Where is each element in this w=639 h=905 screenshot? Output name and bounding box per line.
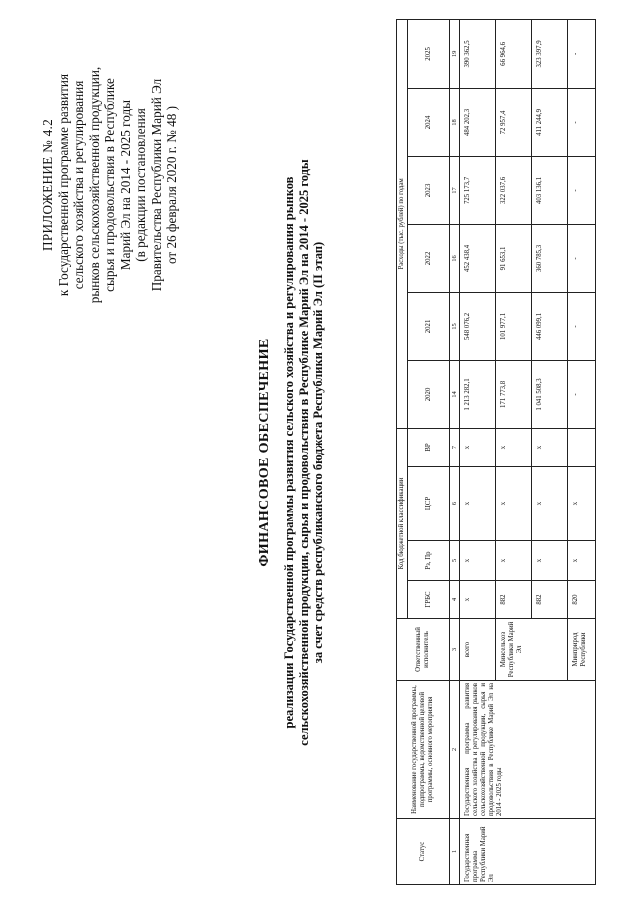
year-value-cell: 101 977,1: [496, 292, 532, 360]
column-number: 6: [450, 467, 460, 541]
column-number: 17: [450, 156, 460, 224]
col-name-header: Наименование государственной программы, подпрограммы, ведомственной целевой программы, основного мероприятия: [397, 681, 450, 819]
year-value-cell: 452 438,4: [460, 224, 496, 292]
program-name-cell: Государственная программа развития сельского хозяйства и регулирования рынков сельскохозяйственной продукции, сырья и продовольствия в Республике Марий Эл на 2014 - 2025 годы: [460, 681, 596, 819]
appendix-title: ПРИЛОЖЕНИЕ № 4.2: [40, 119, 55, 251]
column-number: 18: [450, 88, 460, 156]
document-title: ФИНАНСОВОЕ ОБЕСПЕЧЕНИЕ: [257, 338, 272, 567]
subtitle-line: реализации Государственной программы развития сельского хозяйства и регулирования рынков: [282, 176, 296, 729]
year-value-cell: 548 076,2: [460, 292, 496, 360]
year-value-cell: 725 173,7: [460, 156, 496, 224]
year-value-cell: -: [568, 19, 596, 88]
column-number-row: [450, 19, 460, 884]
table-row: [460, 19, 496, 884]
appendix-line: к Государственной программе развития: [55, 73, 71, 297]
year-value-cell: -: [568, 224, 596, 292]
grbs-cell: 882: [496, 581, 532, 619]
column-number: 1: [450, 819, 460, 885]
year-value-cell: 1 041 508,3: [532, 360, 568, 428]
vr-cell: х: [532, 428, 568, 466]
year-value-cell: -: [568, 156, 596, 224]
executor-cell: всего: [460, 619, 496, 681]
year-value-cell: 360 785,3: [532, 224, 568, 292]
year-value-cell: 411 244,9: [532, 88, 568, 156]
col-year-header: 2020: [408, 360, 450, 428]
year-value-cell: 91 653,1: [496, 224, 532, 292]
appendix-line: Правительства Республики Марий Эл: [148, 78, 164, 292]
appendix-line: Марий Эл на 2014 - 2025 годы: [117, 99, 133, 271]
year-value-cell: 403 136,1: [532, 156, 568, 224]
year-value-cell: 322 037,6: [496, 156, 532, 224]
rzpr-cell: х: [460, 541, 496, 581]
csr-cell: х: [568, 467, 596, 541]
col-year-header: 2022: [408, 224, 450, 292]
year-value-cell: 390 362,5: [460, 19, 496, 88]
col-status-header: Статус: [397, 819, 450, 885]
column-number: 3: [450, 619, 460, 681]
vr-cell: х: [460, 428, 496, 466]
executor-cell: Минсельхоз Республики Марий Эл: [496, 619, 568, 681]
col-rzpr-header: Рз, Пр: [408, 541, 450, 581]
column-number: 19: [450, 19, 460, 88]
year-value-cell: 66 964,6: [496, 19, 532, 88]
appendix-line: рынков сельскохозяйственной продукции,: [86, 66, 102, 304]
grbs-cell: 882: [532, 581, 568, 619]
rzpr-cell: х: [568, 541, 596, 581]
column-number: 5: [450, 541, 460, 581]
rzpr-cell: х: [532, 541, 568, 581]
vr-cell: [568, 428, 596, 466]
col-year-header: 2021: [408, 292, 450, 360]
column-number: 2: [450, 681, 460, 819]
year-value-cell: 484 202,3: [460, 88, 496, 156]
appendix-line: сельского хозяйства и регулирования: [71, 80, 86, 290]
appendix-line: (в редакции постановления: [133, 108, 148, 262]
header-row-1: [397, 19, 408, 884]
col-year-header: 2023: [408, 156, 450, 224]
expenses-header: Расходы (тыс. рублей) по годам: [397, 19, 408, 428]
year-value-cell: 1 213 282,1: [460, 360, 496, 428]
csr-cell: х: [460, 467, 496, 541]
rzpr-cell: х: [496, 541, 532, 581]
appendix-line: от 26 февраля 2020 г. № 48 ): [164, 105, 179, 265]
subtitle-line: сельскохозяйственной продукции, сырья и продовольствия в Республике Марий Эл на 2014 - 2025 годы: [296, 159, 311, 746]
appendix-line: сырья и продовольствия в Республике: [102, 78, 117, 292]
year-value-cell: 72 957,4: [496, 88, 532, 156]
year-value-cell: -: [568, 88, 596, 156]
year-value-cell: -: [568, 360, 596, 428]
year-value-cell: 323 397,9: [532, 19, 568, 88]
year-value-cell: -: [568, 292, 596, 360]
csr-cell: х: [532, 467, 568, 541]
col-executor-header: Ответственный исполнитель: [397, 619, 450, 681]
column-number: 14: [450, 360, 460, 428]
status-cell: Государственная программа Республики Марий Эл: [460, 819, 596, 885]
col-grbs-header: ГРБС: [408, 581, 450, 619]
grbs-cell: 820: [568, 581, 596, 619]
year-value-cell: 171 773,8: [496, 360, 532, 428]
grbs-cell: х: [460, 581, 496, 619]
col-csr-header: ЦСР: [408, 467, 450, 541]
column-number: 16: [450, 224, 460, 292]
appendix-block: [40, 25, 180, 345]
subtitle-line: за счет средств республиканского бюджета Республики Марий Эл (II этап): [311, 241, 325, 664]
col-year-header: 2025: [408, 19, 450, 88]
column-number: 15: [450, 292, 460, 360]
col-year-header: 2024: [408, 88, 450, 156]
financing-table: [396, 19, 596, 885]
budget-code-header: Код бюджетной классификации: [397, 428, 408, 618]
csr-cell: х: [496, 467, 532, 541]
column-number: 7: [450, 428, 460, 466]
vr-cell: х: [496, 428, 532, 466]
document-heading: [257, 20, 326, 885]
column-number: 4: [450, 581, 460, 619]
executor-cell: Минприрод Республики: [568, 619, 596, 681]
year-value-cell: 446 099,1: [532, 292, 568, 360]
col-vr-header: ВР: [408, 428, 450, 466]
